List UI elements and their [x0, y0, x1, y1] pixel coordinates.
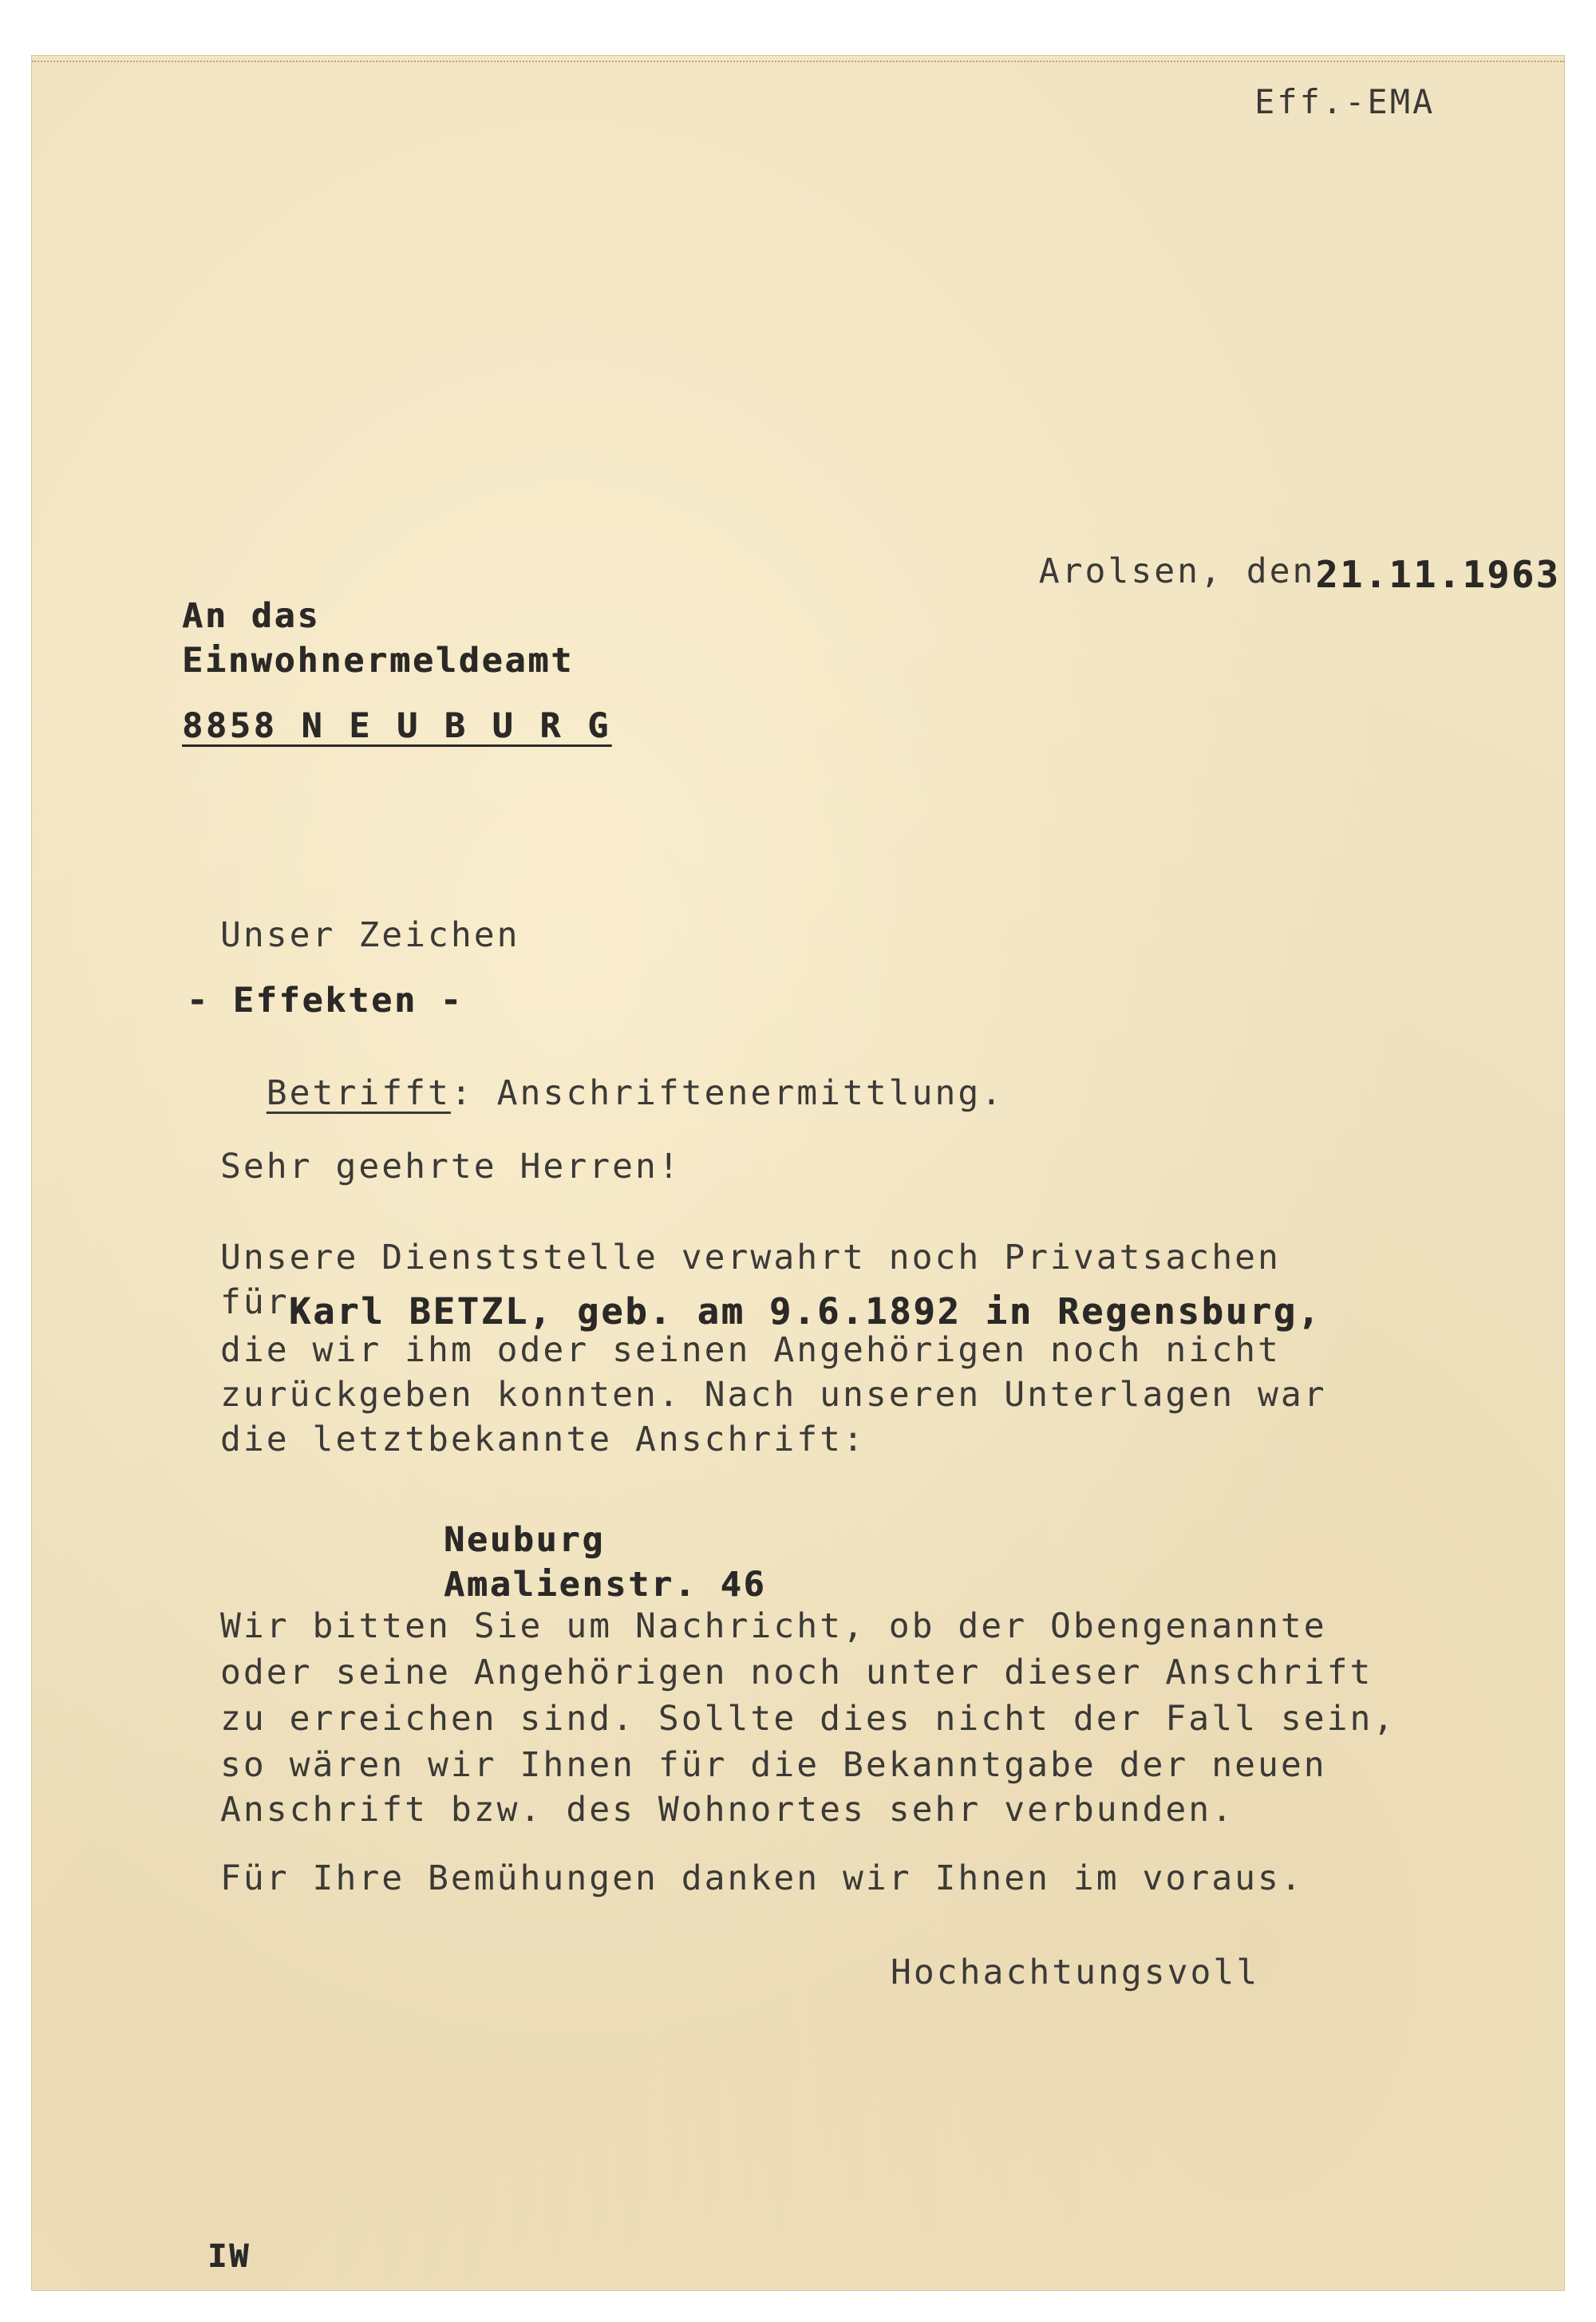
- recipient-city: 8858 N E U B U R G: [182, 706, 611, 746]
- body-line-2-prefix: für: [220, 1282, 290, 1322]
- request-line-2: oder seine Angehörigen noch unter dieser Anschrift: [220, 1653, 1373, 1692]
- our-sign-label: Unser Zeichen: [220, 915, 520, 955]
- place-label: Arolsen, den: [1038, 551, 1316, 591]
- subject-colon: :: [450, 1073, 474, 1113]
- letter-date: 21.11.1963: [1315, 553, 1561, 596]
- typist-initials: IW: [207, 2238, 251, 2275]
- subject-label: Betrifft: [266, 1073, 451, 1113]
- perforated-edge: [32, 61, 1564, 62]
- reference-code: Eff.-EMA: [1254, 82, 1436, 121]
- request-line-3: zu erreichen sind. Sollte dies nicht der Fall sein,: [220, 1699, 1396, 1739]
- person-details: Karl BETZL, geb. am 9.6.1892 in Regensburg,: [289, 1290, 1321, 1333]
- closing: Hochachtungsvoll: [891, 1953, 1260, 1992]
- address-city: Neuburg: [444, 1520, 606, 1560]
- body-line-3: die wir ihm oder seinen Angehörigen noch nicht: [220, 1330, 1281, 1370]
- subject-line: [220, 1026, 1004, 1116]
- body-line-4: zurückgeben konnten. Nach unseren Unterlagen war: [220, 1375, 1327, 1415]
- request-line-1: Wir bitten Sie um Nachricht, ob der Obengenannte: [220, 1606, 1327, 1646]
- request-line-4: so wären wir Ihnen für die Bekanntgabe der neuen: [220, 1745, 1327, 1785]
- body-line-5: die letztbekannte Anschrift:: [220, 1420, 866, 1459]
- place-date-line: [993, 503, 1560, 594]
- our-sign-value: - Effekten -: [187, 981, 464, 1021]
- salutation: Sehr geehrte Herren!: [220, 1147, 681, 1187]
- thanks-line: Für Ihre Bemühungen danken wir Ihnen im voraus.: [220, 1858, 1304, 1898]
- address-street: Amalienstr. 46: [444, 1565, 767, 1605]
- recipient-line-1: An das: [182, 596, 321, 636]
- subject-text: Anschriftenermittlung.: [496, 1073, 1005, 1113]
- body-line-1: Unsere Dienststelle verwahrt noch Privatsachen: [220, 1238, 1281, 1277]
- request-line-5: Anschrift bzw. des Wohnortes sehr verbunden.: [220, 1790, 1235, 1830]
- recipient-line-2: Einwohnermeldeamt: [182, 641, 575, 681]
